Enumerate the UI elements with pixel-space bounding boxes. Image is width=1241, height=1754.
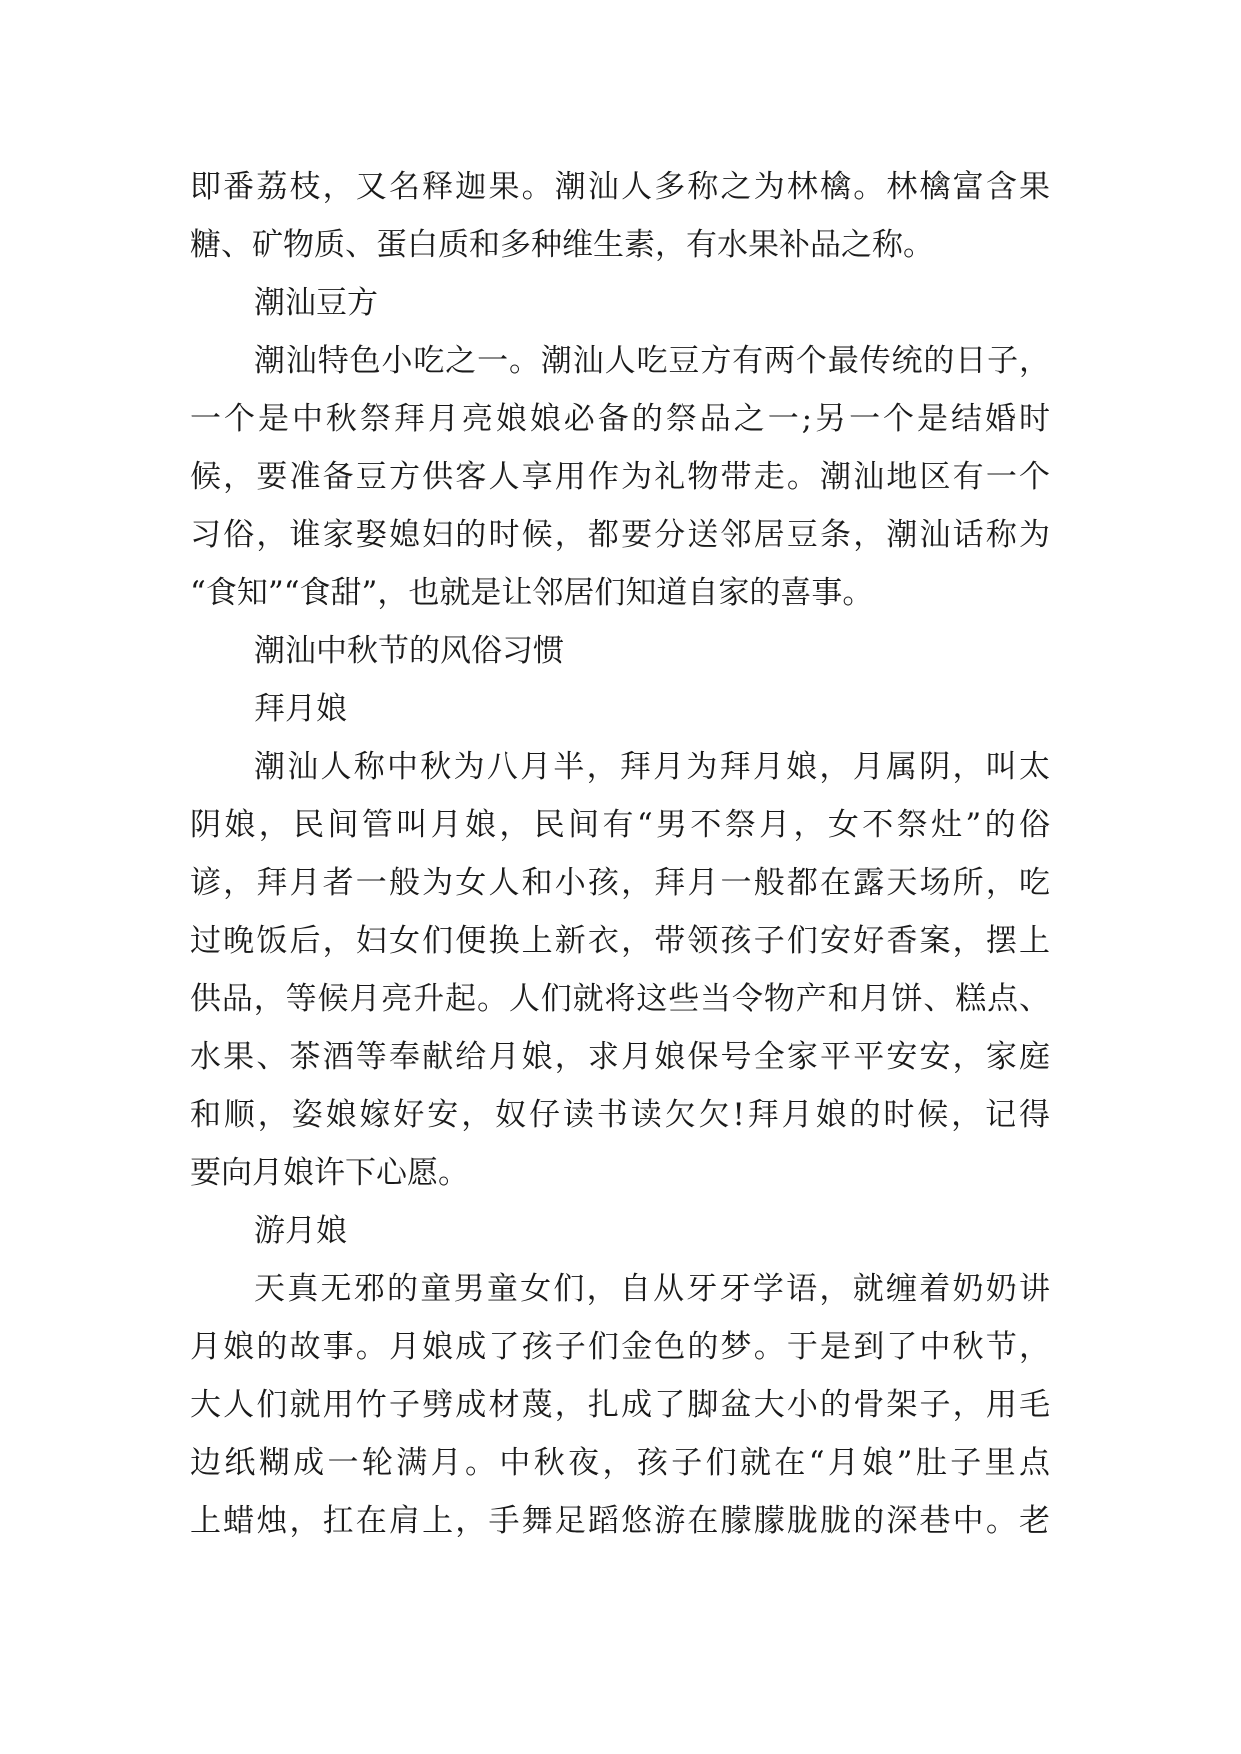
section-heading: 潮汕中秋节的风俗习惯 [254,633,564,669]
text-line: 一个是中秋祭拜月亮娘娘必备的祭品之一;另一个是结婚时 [190,401,1050,437]
text-line: 供品，等候月亮升起。人们就将这些当令物产和月饼、糕点、 [190,981,1050,1017]
text-line: 过晚饭后，妇女们便换上新衣，带领孩子们安好香案，摆上 [190,923,1050,959]
text-line: 水果、茶酒等奉献给月娘，求月娘保号全家平平安安，家庭 [190,1039,1050,1075]
text-line: 边纸糊成一轮满月。中秋夜，孩子们就在“月娘”肚子里点 [190,1445,1050,1481]
text-line: 要向月娘许下心愿。 [190,1155,469,1191]
section-heading: 游月娘 [254,1213,347,1249]
text-line: 潮汕人称中秋为八月半，拜月为拜月娘，月属阴，叫太 [254,749,1050,785]
text-line: “食知”“食甜”，也就是让邻居们知道自家的喜事。 [190,575,874,611]
text-line: 习俗，谁家娶媳妇的时候，都要分送邻居豆条，潮汕话称为 [190,517,1050,553]
text-line: 月娘的故事。月娘成了孩子们金色的梦。于是到了中秋节， [190,1329,1050,1365]
text-line: 糖、矿物质、蛋白质和多种维生素，有水果补品之称。 [190,227,934,263]
text-line: 天真无邪的童男童女们，自从牙牙学语，就缠着奶奶讲 [254,1271,1050,1307]
text-line: 上蜡烛，扛在肩上，手舞足蹈悠游在朦朦胧胧的深巷中。老 [190,1503,1050,1539]
text-line: 候，要准备豆方供客人享用作为礼物带走。潮汕地区有一个 [190,459,1050,495]
document-body [190,158,1050,1550]
text-line: 和顺，姿娘嫁好安，奴仔读书读欠欠!拜月娘的时候，记得 [190,1097,1050,1133]
text-line: 大人们就用竹子劈成材蔑，扎成了脚盆大小的骨架子，用毛 [190,1387,1050,1423]
text-line: 即番荔枝，又名释迦果。潮汕人多称之为林檎。林檎富含果 [190,169,1050,205]
section-heading: 潮汕豆方 [254,285,378,321]
text-line: 阴娘，民间管叫月娘，民间有“男不祭月，女不祭灶”的俗 [190,807,1050,843]
section-heading: 拜月娘 [254,691,347,727]
text-line: 潮汕特色小吃之一。潮汕人吃豆方有两个最传统的日子， [254,343,1050,379]
text-line: 谚，拜月者一般为女人和小孩，拜月一般都在露天场所，吃 [190,865,1050,901]
